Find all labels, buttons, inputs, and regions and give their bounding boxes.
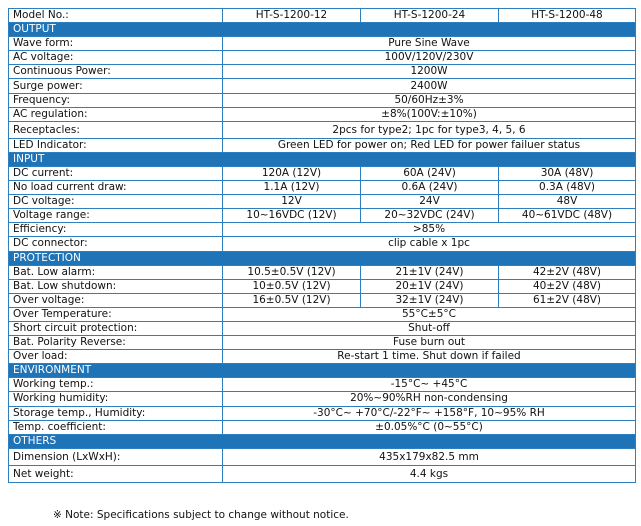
spec-value: 32±1V (24V): [361, 293, 499, 307]
spec-value: -15°C~ +45°C: [223, 378, 636, 392]
spec-table-body: [9, 9, 636, 483]
section-header: [9, 251, 636, 265]
spec-row: [9, 166, 636, 180]
section-header: [9, 23, 636, 37]
spec-label: DC current:: [9, 166, 223, 180]
spec-label: Storage temp., Humidity:: [9, 406, 223, 420]
spec-value: 0.6A (24V): [361, 181, 499, 195]
spec-row: [9, 65, 636, 79]
spec-label: Voltage range:: [9, 209, 223, 223]
spec-row: [9, 307, 636, 321]
spec-label: AC voltage:: [9, 51, 223, 65]
spec-value: 20±1V (24V): [361, 279, 499, 293]
spec-label: Over Temperature:: [9, 307, 223, 321]
spec-label: LED Indicator:: [9, 138, 223, 152]
spec-label: DC connector:: [9, 237, 223, 251]
spec-label: DC voltage:: [9, 195, 223, 209]
spec-row: [9, 93, 636, 107]
spec-value: 1200W: [223, 65, 636, 79]
spec-label: Short circuit protection:: [9, 321, 223, 335]
spec-value: 1.1A (12V): [223, 181, 361, 195]
spec-label: Bat. Low alarm:: [9, 265, 223, 279]
spec-row: [9, 237, 636, 251]
footnote: ※ Note: Specifications subject to change without notice.: [53, 509, 349, 521]
spec-value: 16±0.5V (12V): [223, 293, 361, 307]
section-header: [9, 152, 636, 166]
spec-row: [9, 223, 636, 237]
spec-row: [9, 392, 636, 406]
spec-value: 24V: [361, 195, 499, 209]
spec-value: 55°C±5°C: [223, 307, 636, 321]
spec-label: Frequency:: [9, 93, 223, 107]
spec-label: Net weight:: [9, 465, 223, 482]
spec-row: [9, 465, 636, 482]
spec-value: ±0.05%°C (0~55°C): [223, 420, 636, 434]
spec-label: Over voltage:: [9, 293, 223, 307]
spec-row: [9, 37, 636, 51]
spec-value: Re-start 1 time. Shut down if failed: [223, 350, 636, 364]
spec-value: 61±2V (48V): [499, 293, 636, 307]
spec-label: Bat. Polarity Reverse:: [9, 336, 223, 350]
spec-label: Dimension (LxWxH):: [9, 448, 223, 465]
spec-value: 20%~90%RH non-condensing: [223, 392, 636, 406]
spec-label: Over load:: [9, 350, 223, 364]
spec-value: clip cable x 1pc: [223, 237, 636, 251]
section-title: PROTECTION: [9, 251, 636, 265]
spec-row: [9, 265, 636, 279]
spec-value: 100V/120V/230V: [223, 51, 636, 65]
spec-label: Efficiency:: [9, 223, 223, 237]
specification-table: [8, 8, 636, 483]
spec-row: [9, 406, 636, 420]
spec-label: Bat. Low shutdown:: [9, 279, 223, 293]
spec-value: 40~61VDC (48V): [499, 209, 636, 223]
spec-label: Temp. coefficient:: [9, 420, 223, 434]
spec-row: [9, 420, 636, 434]
spec-value: Green LED for power on; Red LED for power failuer status: [223, 138, 636, 152]
spec-value: Fuse burn out: [223, 336, 636, 350]
spec-value: Shut-off: [223, 321, 636, 335]
section-title: ENVIRONMENT: [9, 364, 636, 378]
spec-row: [9, 181, 636, 195]
spec-row: [9, 279, 636, 293]
spec-label: Working temp.:: [9, 378, 223, 392]
spec-value: 20~32VDC (24V): [361, 209, 499, 223]
section-header: [9, 364, 636, 378]
section-title: OTHERS: [9, 434, 636, 448]
section-header: [9, 434, 636, 448]
section-title: OUTPUT: [9, 23, 636, 37]
spec-value: >85%: [223, 223, 636, 237]
spec-value: 12V: [223, 195, 361, 209]
section-title: INPUT: [9, 152, 636, 166]
spec-value: 10.5±0.5V (12V): [223, 265, 361, 279]
spec-row: [9, 107, 636, 121]
spec-label: Wave form:: [9, 37, 223, 51]
spec-value: 0.3A (48V): [499, 181, 636, 195]
spec-label: No load current draw:: [9, 181, 223, 195]
spec-label: Surge power:: [9, 79, 223, 93]
spec-value: 40±2V (48V): [499, 279, 636, 293]
spec-value: 42±2V (48V): [499, 265, 636, 279]
spec-row: [9, 321, 636, 335]
spec-row: [9, 51, 636, 65]
spec-label: AC regulation:: [9, 107, 223, 121]
spec-value: 48V: [499, 195, 636, 209]
spec-value: 10±0.5V (12V): [223, 279, 361, 293]
spec-value: 10~16VDC (12V): [223, 209, 361, 223]
spec-value: 4.4 kgs: [223, 465, 636, 482]
spec-label: Working humidity:: [9, 392, 223, 406]
spec-row: [9, 121, 636, 138]
model-header-row: [9, 9, 636, 23]
model-label: Model No.:: [9, 9, 223, 23]
spec-label: Receptacles:: [9, 121, 223, 138]
spec-label: Continuous Power:: [9, 65, 223, 79]
spec-value: 2400W: [223, 79, 636, 93]
spec-value: ±8%(100V:±10%): [223, 107, 636, 121]
spec-value: 60A (24V): [361, 166, 499, 180]
spec-row: [9, 350, 636, 364]
spec-value: Pure Sine Wave: [223, 37, 636, 51]
spec-row: [9, 378, 636, 392]
spec-value: 120A (12V): [223, 166, 361, 180]
spec-row: [9, 336, 636, 350]
spec-value: 21±1V (24V): [361, 265, 499, 279]
spec-row: [9, 79, 636, 93]
spec-row: [9, 195, 636, 209]
spec-value: 435x179x82.5 mm: [223, 448, 636, 465]
spec-row: [9, 138, 636, 152]
spec-row: [9, 293, 636, 307]
spec-row: [9, 209, 636, 223]
model-name: HT-S-1200-24: [361, 9, 499, 23]
spec-value: 50/60Hz±3%: [223, 93, 636, 107]
spec-value: 2pcs for type2; 1pc for type3, 4, 5, 6: [223, 121, 636, 138]
spec-value: 30A (48V): [499, 166, 636, 180]
model-name: HT-S-1200-48: [499, 9, 636, 23]
spec-value: -30°C~ +70°C/-22°F~ +158°F, 10~95% RH: [223, 406, 636, 420]
spec-table-container: [8, 8, 635, 483]
model-name: HT-S-1200-12: [223, 9, 361, 23]
spec-row: [9, 448, 636, 465]
